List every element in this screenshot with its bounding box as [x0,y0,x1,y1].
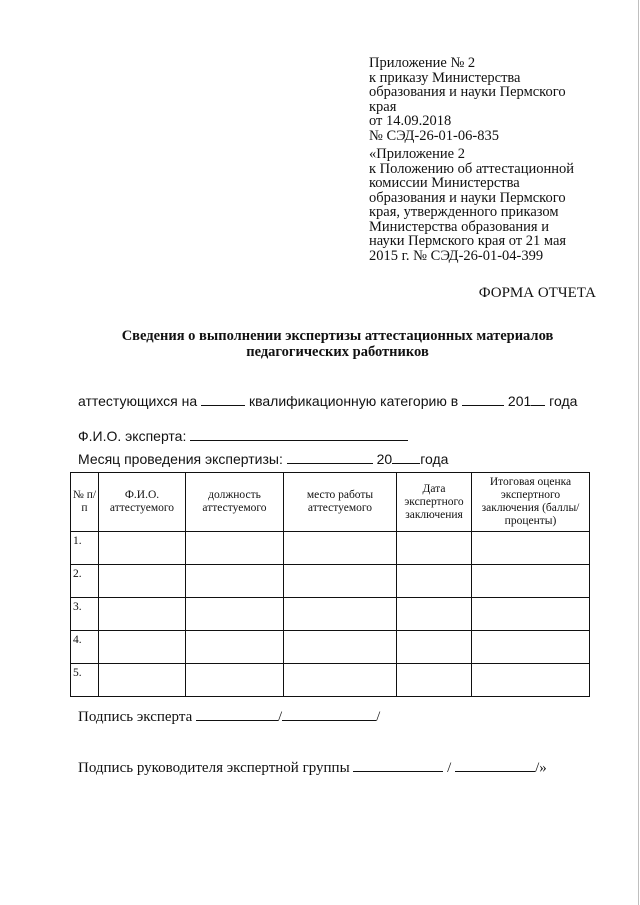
row-number: 5. [71,664,99,697]
attest-suffix: года [549,393,578,409]
signature-separator: / [376,709,381,725]
table-cell[interactable] [397,532,472,565]
col-header-workplace: место работы аттестуемого [284,473,397,532]
appendix-line: от 14.09.2018 [369,113,452,129]
expert-label: Ф.И.О. эксперта: [78,428,187,444]
expert-signature-blank[interactable] [196,707,278,721]
appendix-line: «Приложение 2 [369,146,465,162]
table-cell[interactable] [472,631,590,664]
appendix-line: образования и науки Пермского [369,84,566,100]
appendix-line: к приказу Министерства [369,69,521,86]
row-number: 2. [71,565,99,598]
month-label: Месяц проведения экспертизы: [78,451,283,467]
appendix-line: № СЭД-26-01-06-835 [369,127,499,144]
document-title [60,328,615,360]
table-cell[interactable] [472,565,590,598]
row-number: 1. [71,532,99,565]
appendix-order-block [369,56,629,143]
title-line-2: педагогических работников [246,344,429,360]
page-edge-line [638,0,639,905]
table-cell[interactable] [472,598,590,631]
head-name-decoding-blank[interactable] [455,758,535,772]
table-cell[interactable] [284,631,397,664]
table-cell[interactable] [99,664,186,697]
table-cell[interactable] [186,532,284,565]
attest-prefix: аттестующихся на [78,393,198,409]
attest-middle: квалификационную категорию в [248,393,459,409]
table-cell[interactable] [284,598,397,631]
head-signature-line [78,758,547,777]
table-cell[interactable] [472,664,590,697]
month-year-prefix: 20 [376,451,393,467]
col-header-score: Итоговая оценка экспертного заключения (баллы/проценты) [472,473,590,532]
table-row [71,631,590,664]
expert-signature-label: Подпись эксперта [78,709,193,725]
table-cell[interactable] [186,664,284,697]
table-cell[interactable] [284,664,397,697]
row-number: 3. [71,598,99,631]
table-cell[interactable] [284,565,397,598]
col-header-date: Дата экспертного заключения [397,473,472,532]
head-signature-label: Подпись руководителя экспертной группы [78,760,350,776]
year-blank[interactable] [531,392,545,406]
table-cell[interactable] [397,631,472,664]
signature-separator: / [447,760,452,776]
appendix-regulation-block [369,147,629,263]
table-row [71,565,590,598]
report-table [70,472,590,697]
table-row [71,598,590,631]
table-cell[interactable] [99,565,186,598]
table-row [71,664,590,697]
row-number: 4. [71,631,99,664]
expertise-year-blank[interactable] [392,450,420,464]
table-cell[interactable] [397,598,472,631]
table-cell[interactable] [186,565,284,598]
month-blank[interactable] [462,392,504,406]
attestation-line [78,392,577,409]
signature-separator: / [277,709,283,725]
col-header-name: Ф.И.О. аттестуемого [99,473,186,532]
appendix-line: образования и науки Пермского [369,189,566,206]
expert-name-line [78,427,408,444]
expertise-month-blank[interactable] [287,450,373,464]
table-cell[interactable] [186,631,284,664]
month-suffix: года [420,451,449,467]
signature-closing: /» [535,760,547,776]
appendix-line: к Положению об аттестационной [369,160,575,177]
category-blank[interactable] [201,392,245,406]
table-cell[interactable] [186,598,284,631]
head-signature-blank[interactable] [353,758,443,772]
table-cell[interactable] [284,532,397,565]
appendix-line: науки Пермского края от 21 мая [369,233,567,249]
table-header-row [71,473,590,532]
table-cell[interactable] [99,598,186,631]
table-cell[interactable] [397,664,472,697]
col-header-number: № п/п [71,473,99,532]
form-label: ФОРМА ОТЧЕТА [478,285,596,301]
attest-year-prefix: 201 [507,393,532,409]
title-line-1: Сведения о выполнении экспертизы аттестационных материалов [121,328,554,344]
expert-name-blank[interactable] [190,427,408,441]
appendix-line: 2015 г. № СЭД-26-01-04-399 [369,247,544,264]
table-cell[interactable] [472,532,590,565]
appendix-line: края [369,98,397,115]
table-cell[interactable] [397,565,472,598]
table-row [71,532,590,565]
expert-name-decoding-blank[interactable] [282,707,376,721]
expert-signature-line [78,707,380,726]
col-header-position: должность аттестуемого [186,473,284,532]
appendix-line: Приложение № 2 [369,55,476,71]
table-cell[interactable] [99,532,186,565]
appendix-line: края, утвержденного приказом [369,204,559,220]
appendix-line: Министерства образования и [369,218,549,235]
table-cell[interactable] [99,631,186,664]
appendix-line: комиссии Министерства [369,175,520,191]
expertise-month-line [78,450,448,467]
